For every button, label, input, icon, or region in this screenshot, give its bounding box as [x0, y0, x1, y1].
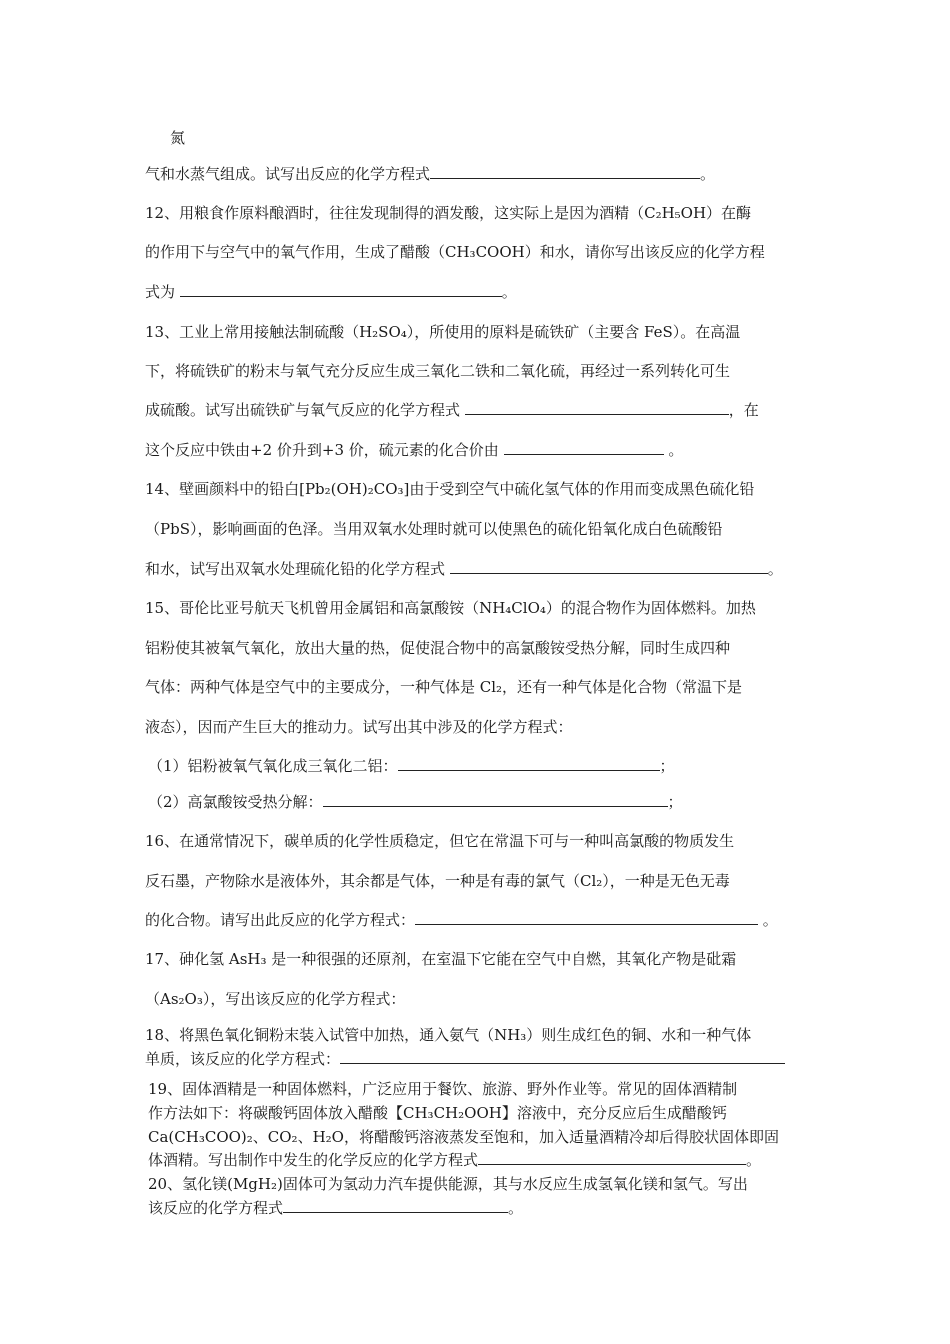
text-line: 16、在通常情况下，碳单质的化学性质稳定，但它在常温下可与一种叫高氯酸的物质发生 — [145, 832, 735, 850]
punctuation: 。 — [700, 165, 716, 183]
text-line — [148, 756, 813, 776]
text-line: 20、氢化镁(MgH₂)固体可为氢动力汽车提供能源，其与水反应生成氢氧化镁和氢气。写出 — [148, 1175, 748, 1193]
text-line — [148, 1150, 813, 1170]
answer-blank[interactable] — [415, 910, 758, 925]
text-line: 氮 — [170, 129, 186, 147]
text-line — [145, 440, 810, 460]
punctuation: 。 — [746, 1151, 762, 1169]
answer-blank[interactable] — [323, 792, 668, 807]
answer-blank[interactable] — [450, 559, 768, 574]
text-line — [145, 910, 810, 930]
answer-blank[interactable] — [180, 282, 502, 297]
text-line — [145, 1049, 810, 1069]
text-line: 作方法如下：将碳酸钙固体放入醋酸【CH₃CH₂OOH】溶液中，充分反应后生成醋酸钙 — [148, 1104, 727, 1122]
text-line: 19、固体酒精是一种固体燃料，广泛应用于餐饮、旅游、野外作业等。常见的固体酒精制 — [148, 1080, 738, 1098]
text-line — [145, 282, 810, 302]
text-line: Ca(CH₃COO)₂、CO₂、H₂O，将醋酸钙溶液蒸发至饱和，加入适量酒精冷却后得胶状固体即固 — [148, 1128, 779, 1146]
punctuation: 。 — [508, 1199, 524, 1217]
punctuation: 。 — [767, 560, 783, 578]
question-text: 体酒精。写出制作中发生的化学反应的化学方程式 — [148, 1151, 479, 1169]
text-line: 17、砷化氢 AsH₃ 是一种很强的还原剂，在室温下它能在空气中自燃，其氧化产物是砒霜 — [145, 950, 737, 968]
punctuation: ； — [667, 793, 683, 811]
text-line — [145, 559, 810, 579]
punctuation: 。 — [668, 441, 684, 459]
text-line: 液态），因而产生巨大的推动力。试写出其中涉及的化学方程式： — [145, 718, 573, 736]
text-line: 下，将硫铁矿的粉末与氧气充分反应生成三氧化二铁和二氧化硫，再经过一系列转化可生 — [145, 362, 731, 380]
text-line: 的作用下与空气中的氧气作用，生成了醋酸（CH₃COOH）和水，请你写出该反应的化学方程 — [145, 243, 765, 261]
text-line: 15、哥伦比亚号航天飞机曾用金属铝和高氯酸铵（NH₄ClO₄）的混合物作为固体燃料。加热 — [145, 599, 756, 617]
question-text: 该反应的化学方程式 — [148, 1199, 284, 1217]
question-text: 和水，试写出双氧水处理硫化铅的化学方程式 — [145, 560, 446, 578]
text-line: （As₂O₃），写出该反应的化学方程式： — [145, 990, 406, 1008]
answer-blank[interactable] — [478, 1150, 746, 1165]
question-text: 成硫酸。试写出硫铁矿与氧气反应的化学方程式 — [145, 401, 461, 419]
text-line: 反石墨，产物除水是液体外，其余都是气体，一种是有毒的氯气（Cl₂），一种是无色无毒 — [145, 872, 730, 890]
answer-blank[interactable] — [430, 164, 700, 179]
text-line — [148, 792, 813, 812]
text-line: 12、用粮食作原料酿酒时，往往发现制得的酒发酸，这实际上是因为酒精（C₂H₅OH）在酶 — [145, 204, 752, 222]
text-line: 铝粉使其被氧气氧化，放出大量的热，促使混合物中的高氯酸铵受热分解，同时生成四种 — [145, 639, 731, 657]
text-line — [148, 1198, 813, 1218]
question-text: 式为 — [145, 283, 176, 301]
question-text: 这个反应中铁由+2 价升到+3 价，硫元素的化合价由 — [145, 441, 499, 459]
question-text: （2）高氯酸铵受热分解： — [148, 793, 323, 811]
punctuation: 。 — [762, 911, 778, 929]
question-text: 的化合物。请写出此反应的化学方程式： — [145, 911, 416, 929]
punctuation: ，在 — [728, 401, 759, 419]
text-line: 气体：两种气体是空气中的主要成分，一种气体是 Cl₂，还有一种气体是化合物（常温下是 — [145, 678, 743, 696]
answer-blank[interactable] — [283, 1198, 508, 1213]
answer-blank[interactable] — [398, 756, 660, 771]
question-text: 单质，该反应的化学方程式： — [145, 1050, 341, 1068]
answer-blank[interactable] — [504, 440, 664, 455]
punctuation: ； — [659, 757, 675, 775]
text-line: （PbS），影响画面的色泽。当用双氧水处理时就可以使黑色的硫化铅氧化成白色硫酸铅 — [145, 520, 723, 538]
text-line — [145, 164, 810, 184]
text-line: 18、将黑色氧化铜粉末装入试管中加热，通入氨气（NH₃）则生成红色的铜、水和一种气体 — [145, 1026, 752, 1044]
punctuation: 。 — [501, 283, 517, 301]
text-line: 13、工业上常用接触法制硫酸（H₂SO₄），所使用的原料是硫铁矿（主要含 FeS）。在高温 — [145, 323, 741, 341]
text-line: 14、壁画颜料中的铅白[Pb₂(OH)₂CO₃]由于受到空气中硫化氢气体的作用而变成黑色硫化铅 — [145, 480, 755, 498]
text-line — [145, 400, 810, 420]
question-text: （1）铝粉被氧气氧化成三氧化二铝： — [148, 757, 398, 775]
question-text: 气和水蒸气组成。试写出反应的化学方程式 — [145, 165, 431, 183]
answer-blank[interactable] — [465, 400, 729, 415]
answer-blank[interactable] — [340, 1049, 785, 1064]
